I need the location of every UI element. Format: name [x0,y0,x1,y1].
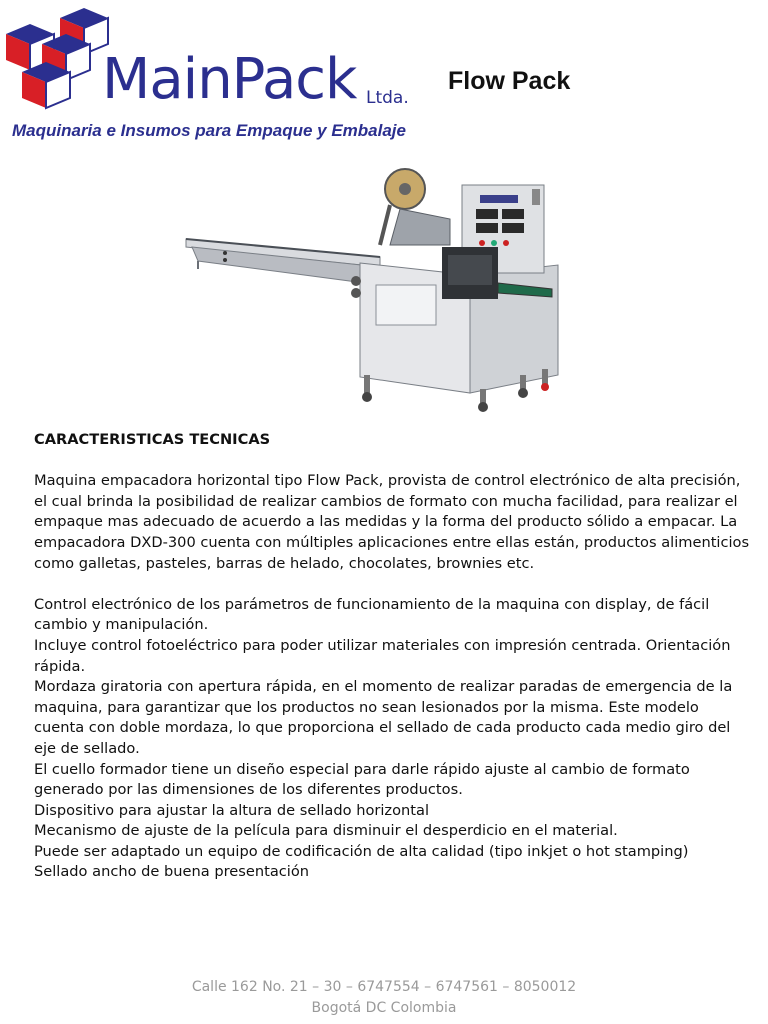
text-line: cuenta con doble mordaza, lo que proporciona el sellado de cada producto cada medio giro del [34,719,731,737]
text-line: Mordaza giratoria con apertura rápida, en el momento de realizar paradas de emergencia de la [34,678,733,696]
flow-pack-machine-image [180,165,570,415]
text-line: Incluye control fotoeléctrico para poder utilizar materiales con impresión centrada. Orientación [34,636,731,654]
brand-suffix: Ltda. [366,88,409,108]
text-line: generado por las dimensiones de los diferentes productos. [34,781,463,799]
text-line: Dispositivo para ajustar la altura de sellado horizontal [34,801,429,819]
text-line: rápida. [34,657,86,675]
text-line: Maquina empacadora horizontal tipo Flow Pack, provista de control electrónico de alta precisión, [34,472,741,490]
text-line: el cual brinda la posibilidad de realizar cambios de formato con mucha facilidad, para realizar el [34,492,738,510]
text-line: empaque mas adecuado de acuerdo a las medidas y la forma del producto sólido a empacar. La [34,513,738,531]
text-line: cambio y manipulación. [34,616,209,634]
text-line: eje de sellado. [34,739,140,757]
logo-cubes-icon [2,4,114,118]
footer-address: Calle 162 No. 21 – 30 – 6747554 – 6747561 – 8050012 [191,979,577,995]
document-title: Flow Pack [448,67,571,95]
intro-paragraph [34,471,750,574]
brand-tagline: Maquinaria e Insumos para Empaque y Embalaje [12,121,406,140]
features-paragraph [34,595,734,883]
text-line: Sellado ancho de buena presentación [34,863,310,881]
text-line: empacadora DXD-300 cuenta con múltiples aplicaciones entre ellas están, productos alimenticios [34,533,750,551]
brand-name: MainPack [102,47,357,112]
text-line: El cuello formador tiene un diseño especial para darle rápido ajuste al cambio de formato [34,760,690,778]
page-footer [0,977,768,1019]
footer-city: Bogotá DC Colombia [311,1000,457,1016]
section-heading: CARACTERISTICAS TECNICAS [34,431,271,448]
text-line: Control electrónico de los parámetros de funcionamiento de la maquina con display, de fácil [34,595,710,613]
text-line: como galletas, pasteles, barras de helado, chocolates, brownies etc. [34,554,535,572]
text-line: Puede ser adaptado un equipo de codificación de alta calidad (tipo inkjet o hot stamping) [34,842,689,860]
text-line: maquina, para garantizar que los productos no sean lesionados por la misma. Este modelo [34,698,699,716]
technical-features-section [34,430,750,883]
text-line: Mecanismo de ajuste de la película para disminuir el desperdicio en el material. [34,822,618,840]
